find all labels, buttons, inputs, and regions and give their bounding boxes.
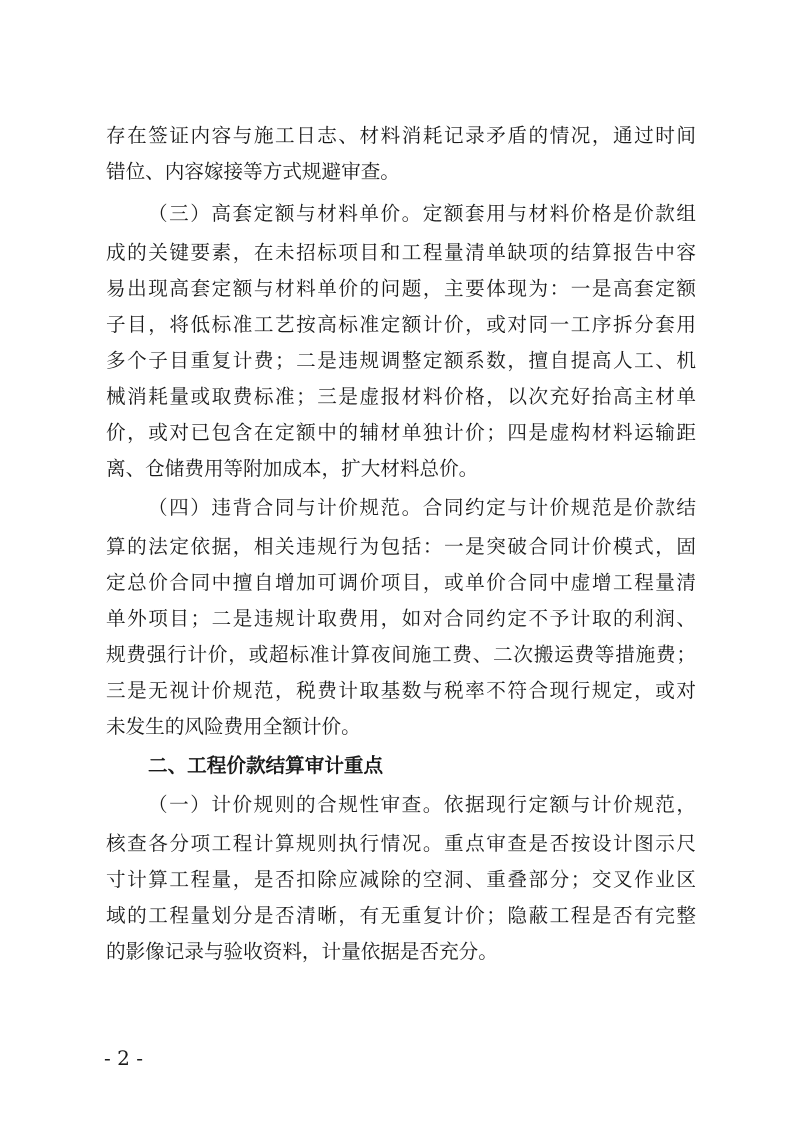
section-heading-line: （四）违背合同与计价规范。合同约定与计价规范是价款结: [148, 496, 696, 519]
paragraph-line: 算的法定依据，相关违规行为包括：一是突破合同计价模式，固: [106, 535, 696, 558]
section-heading-line: （一）计价规则的合规性审查。依据现行定额与计价规范，: [148, 793, 696, 816]
paragraph-line: 核查各分项工程计算规则执行情况。重点审查是否按设计图示尺: [106, 832, 696, 855]
paragraph-line: 域的工程量划分是否清晰，有无重复计价；隐蔽工程是否有完整: [106, 904, 696, 927]
paragraph-line: 错位、内容嫁接等方式规避审查。: [106, 160, 400, 183]
paragraph-line: 离、仓储费用等附加成本，扩大材料总价。: [106, 457, 479, 480]
paragraph-line: 的影像记录与验收资料，计量依据是否充分。: [106, 940, 498, 963]
chapter-heading: 二、工程价款结算审计重点: [148, 754, 384, 777]
paragraph-line: 寸计算工程量，是否扣除应减除的空洞、重叠部分；交叉作业区: [106, 868, 696, 891]
paragraph-line: 械消耗量或取费标准；三是虚报材料价格，以次充好抬高主材单: [106, 385, 696, 408]
paragraph-line: 子目，将低标准工艺按高标准定额计价，或对同一工序拆分套用: [106, 313, 696, 336]
page-number: - 2 -: [104, 1046, 143, 1070]
paragraph-line: 定总价合同中擅自增加可调价项目，或单价合同中虚增工程量清: [106, 571, 696, 594]
paragraph-line: 多个子目重复计费；二是违规调整定额系数，擅自提高人工、机: [106, 349, 696, 372]
paragraph-line: 价，或对已包含在定额中的辅材单独计价；四是虚构材料运输距: [106, 421, 696, 444]
paragraph-line: 存在签证内容与施工日志、材料消耗记录矛盾的情况，通过时间: [106, 124, 696, 147]
paragraph-line: 易出现高套定额与材料单价的问题，主要体现为：一是高套定额: [106, 277, 696, 300]
paragraph-line: 三是无视计价规范，税费计取基数与税率不符合现行规定，或对: [106, 679, 696, 702]
paragraph-line: 未发生的风险费用全额计价。: [106, 715, 361, 738]
paragraph-line: 成的关键要素，在未招标项目和工程量清单缺项的结算报告中容: [106, 241, 696, 264]
section-heading-line: （三）高套定额与材料单价。定额套用与材料价格是价款组: [148, 202, 696, 225]
paragraph-line: 规费强行计价，或超标准计算夜间施工费、二次搬运费等措施费；: [106, 643, 696, 666]
paragraph-line: 单外项目；二是违规计取费用，如对合同约定不予计取的利润、: [106, 607, 696, 630]
